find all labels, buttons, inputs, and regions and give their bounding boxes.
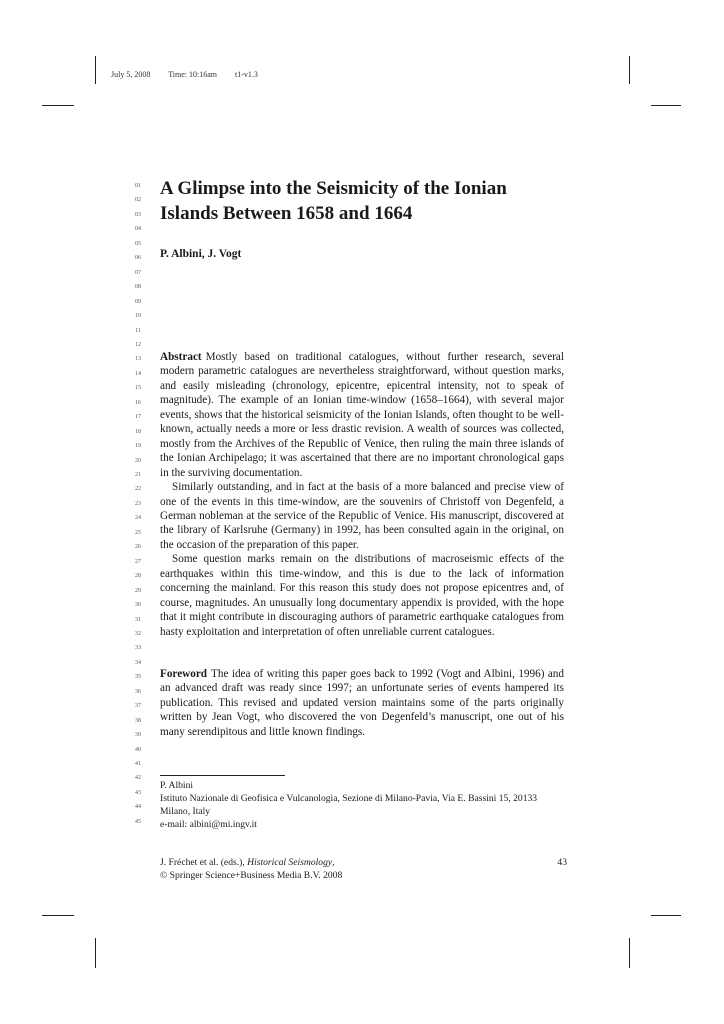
foreword bbox=[160, 667, 564, 739]
footnote-affiliation: Istituto Nazionale di Geofisica e Vulcanologia, Sezione di Milano-Pavia, Via E. Bassini 15, 20133 bbox=[160, 793, 538, 804]
line-number: 36 bbox=[135, 688, 141, 695]
line-number: 38 bbox=[135, 717, 141, 724]
line-number: 18 bbox=[135, 428, 141, 435]
line-number: 08 bbox=[135, 284, 141, 291]
crop-mark bbox=[42, 915, 74, 916]
line-number: 07 bbox=[135, 269, 141, 276]
line-number: 40 bbox=[135, 746, 141, 753]
crop-mark bbox=[651, 105, 681, 106]
line-number: 12 bbox=[135, 341, 141, 348]
abstract-label: Abstract bbox=[160, 351, 202, 363]
footnote-city: Milano, Italy bbox=[160, 806, 211, 817]
line-number: 39 bbox=[135, 732, 141, 739]
line-number: 27 bbox=[135, 558, 141, 565]
line-number: 06 bbox=[135, 255, 141, 262]
line-number: 22 bbox=[135, 486, 141, 493]
line-number: 03 bbox=[135, 211, 141, 218]
line-number: 09 bbox=[135, 298, 141, 305]
citation: J. Fréchet et al. (eds.), Historical Seismology, bbox=[160, 857, 335, 868]
footnote-name: P. Albini bbox=[160, 780, 194, 791]
author-list: P. Albini, J. Vogt bbox=[160, 248, 242, 260]
line-number: 10 bbox=[135, 313, 141, 320]
line-number: 25 bbox=[135, 529, 141, 536]
line-number: 45 bbox=[135, 818, 141, 825]
line-number: 20 bbox=[135, 457, 141, 464]
book-title: Historical Seismology bbox=[247, 857, 333, 868]
line-number: 02 bbox=[135, 197, 141, 204]
line-number: 44 bbox=[135, 804, 141, 811]
line-number: 31 bbox=[135, 616, 141, 623]
abstract-paragraph: Similarly outstanding, and in fact at the basis of a more balanced and precise view of one of the events in this time-window, are the souvenirs of Christoff von Degenfeld, a German nobleman at the service of the Republic of Venice. His manuscript, discovered at the library of Karlsruhe (Germany) in 1992, has been consulted again in the original, on the occasion of the preparation of this paper. bbox=[160, 481, 564, 551]
line-number: 30 bbox=[135, 602, 141, 609]
header-date: July 5, 2008 bbox=[111, 70, 151, 79]
line-number: 42 bbox=[135, 775, 141, 782]
abstract-paragraph: Some question marks remain on the distributions of macroseismic effects of the earthquakes within this time-window, and this is due to the lack of information concerning the mainland. For this reason this study does not propose epicentres and, of course, magnitudes. An unusually long documentary appendix is provided, with the hope that it might contribute in discouraging authors of parametric earthquake catalogues from hasty exploitation and interpretation of often unreliable current catalogues. bbox=[160, 553, 564, 638]
line-number: 05 bbox=[135, 240, 141, 247]
crop-mark bbox=[42, 105, 74, 106]
line-number: 26 bbox=[135, 544, 141, 551]
line-number: 21 bbox=[135, 472, 141, 478]
line-number: 29 bbox=[135, 587, 141, 594]
header-version: t1-v1.3 bbox=[235, 70, 258, 79]
page-number: 43 bbox=[557, 857, 567, 868]
crop-mark bbox=[651, 915, 681, 916]
line-number: 28 bbox=[135, 573, 141, 580]
line-number: 37 bbox=[135, 703, 141, 710]
line-number: 16 bbox=[135, 399, 141, 406]
abstract-paragraph: Abstract Mostly based on traditional catalogues, without further research, several modern parametric catalogues are nevertheless straightforward, without question marks, and easily misleading (chronology, epicentre, epicentral intensity, not to speak of magnitude). The example of an Ionian time-window (1658–1664), with several major events, shows that the historical seismicity of the Ionian Islands, often thought to be well-known, actually needs a more or less drastic revision. A wealth of sources was collected, mostly from the Archives of the Republic of Venice, then ruling the main three islands of the Ionian Archipelago; it was ascertained that there are no important chronological gaps in the surviving documentation. bbox=[160, 351, 564, 479]
line-number: 41 bbox=[135, 761, 141, 767]
line-number: 34 bbox=[135, 659, 141, 666]
line-number: 23 bbox=[135, 500, 141, 507]
line-number: 13 bbox=[135, 356, 141, 363]
footnote-email: e-mail: albini@mi.ingv.it bbox=[160, 819, 257, 830]
line-number: 43 bbox=[135, 789, 141, 796]
line-number: 32 bbox=[135, 630, 141, 637]
author-footnote bbox=[160, 779, 580, 831]
line-number: 01 bbox=[135, 183, 141, 189]
copyright: © Springer Science+Business Media B.V. 2008 bbox=[160, 870, 343, 881]
running-header bbox=[111, 70, 274, 79]
foreword-paragraph: Foreword The idea of writing this paper goes back to 1992 (Vogt and Albini, 1996) and an advanced draft was ready since 1997; an unfortunate series of events hampered its publication. This revised and updated version maintains some of the parts originally written by Jean Vogt, who discovered the von Degenfeld’s manuscript, one out of his many serendipitous and little known findings. bbox=[160, 668, 564, 738]
crop-mark bbox=[95, 56, 96, 84]
abstract bbox=[160, 350, 564, 639]
line-number: 33 bbox=[135, 645, 141, 652]
crop-mark bbox=[629, 938, 630, 968]
line-number: 15 bbox=[135, 385, 141, 392]
crop-mark bbox=[95, 938, 96, 968]
line-number: 35 bbox=[135, 674, 141, 681]
crop-mark bbox=[629, 56, 630, 84]
footnote-rule bbox=[160, 775, 285, 776]
foreword-label: Foreword bbox=[160, 668, 208, 680]
header-time: Time: 10:16am bbox=[168, 70, 218, 79]
line-number: 14 bbox=[135, 370, 141, 377]
line-number: 19 bbox=[135, 443, 141, 450]
line-number: 17 bbox=[135, 414, 141, 421]
line-number: 11 bbox=[135, 327, 141, 334]
line-number: 04 bbox=[135, 226, 141, 233]
paper-title: A Glimpse into the Seismicity of the Ionian Islands Between 1658 and 1664 bbox=[160, 178, 507, 224]
line-number: 24 bbox=[135, 515, 141, 522]
page-footer bbox=[160, 856, 567, 882]
